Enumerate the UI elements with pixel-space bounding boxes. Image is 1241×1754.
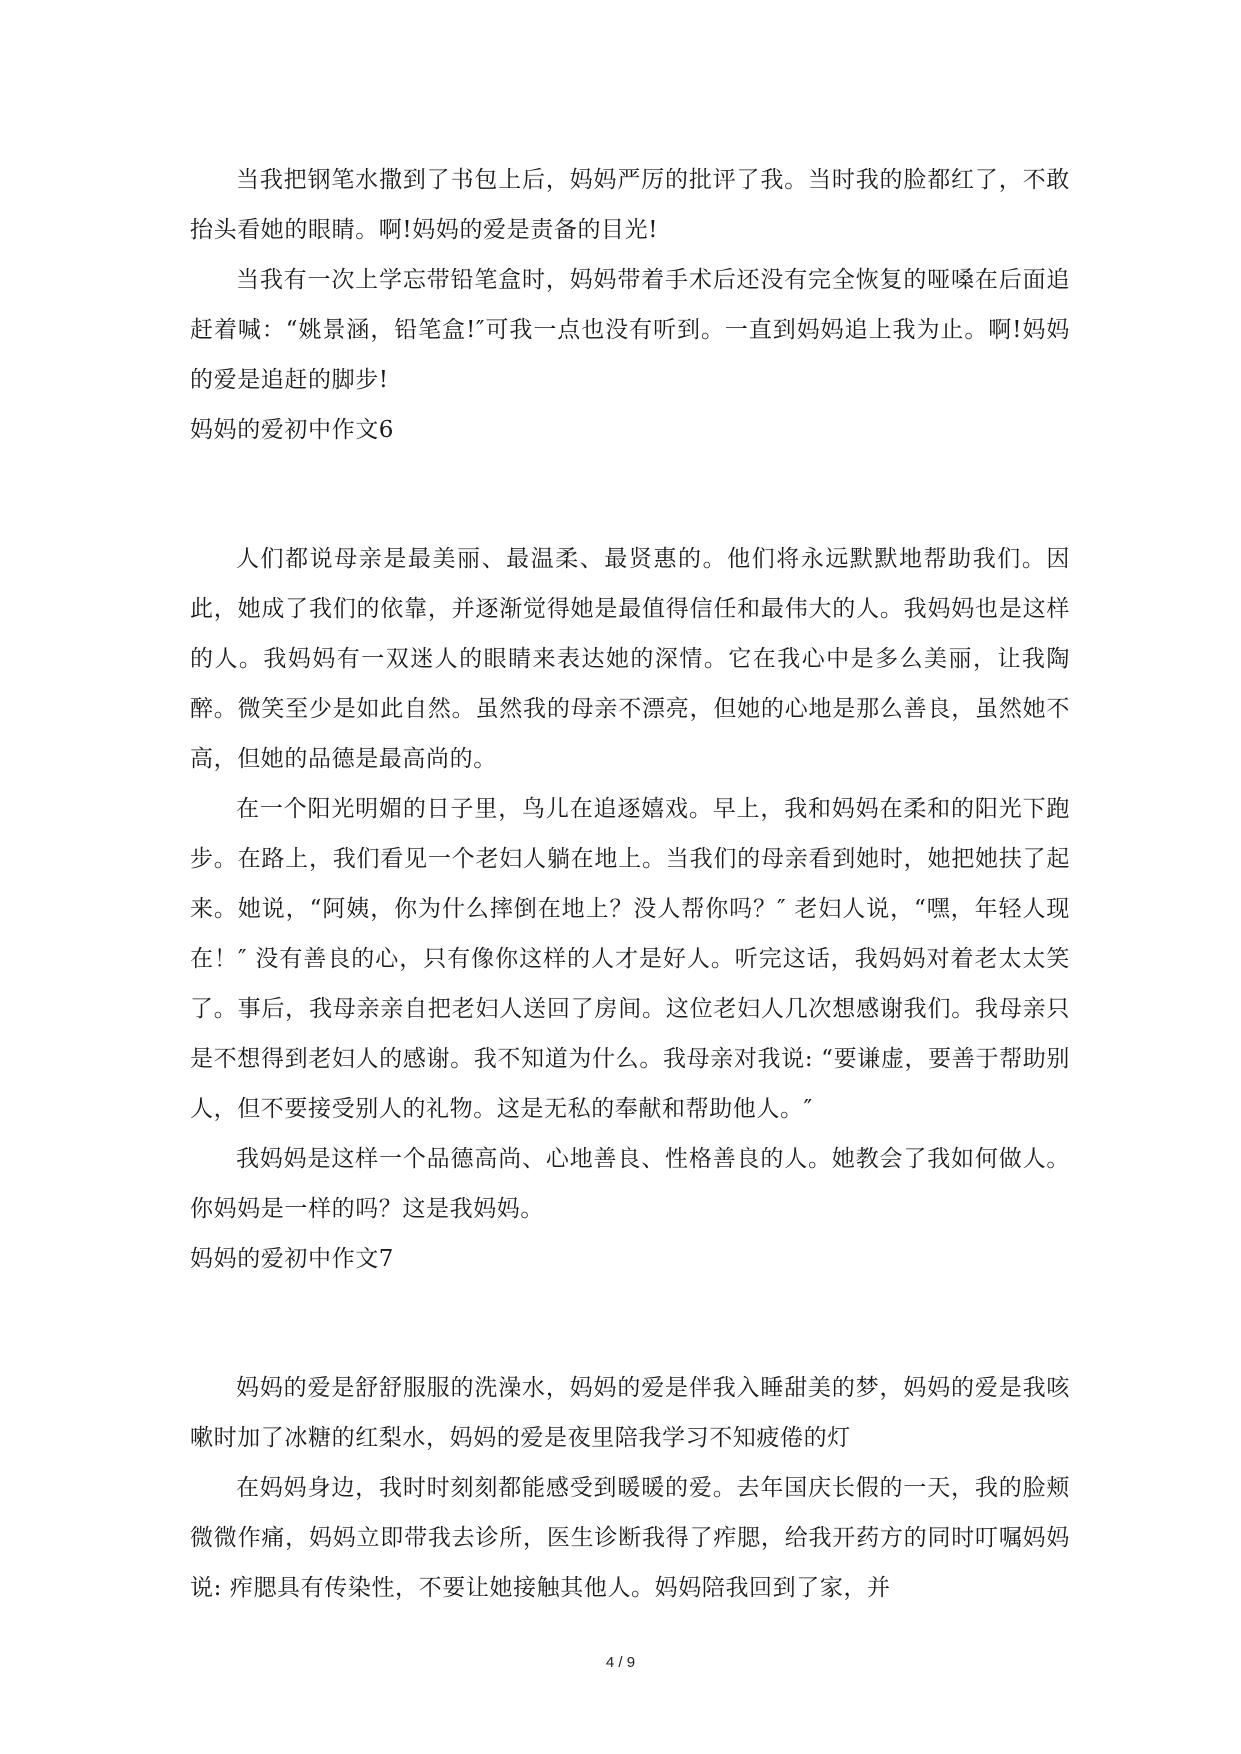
paragraph: 我妈妈是这样一个品德高尚、心地善良、性格善良的人。她教会了我如何做人。你妈妈是一样的吗？这是我妈妈。 <box>190 1146 1070 1222</box>
section-heading: 妈妈的爱初中作文7 <box>190 1246 395 1272</box>
paragraph: 人们都说母亲是最美丽、最温柔、最贤惠的。他们将永远默默地帮助我们。因此，她成了我们的依靠，并逐渐觉得她是最值得信任和最伟大的人。我妈妈也是这样的人。我妈妈有一双迷人的眼睛来表达她的深情。它在我心中是多么美丽，让我陶醉。微笑至少是如此自然。虽然我的母亲不漂亮，但她的心地是那么善良，虽然她不高，但她的品德是最高尚的。 <box>190 546 1070 772</box>
section-heading: 妈妈的爱初中作文6 <box>190 417 395 443</box>
blank-spacer <box>190 455 1070 534</box>
blank-spacer <box>190 1284 1070 1363</box>
paragraph: 在一个阳光明媚的日子里，鸟儿在追逐嬉戏。早上，我和妈妈在柔和的阳光下跑步。在路上，我们看见一个老妇人躺在地上。当我们的母亲看到她时，她把她扶了起来。她说，“阿姨，你为什么摔倒在地上？没人帮你吗？″ 老妇人说，“嘿，年轻人现在！″ 没有善良的心，只有像你这样的人才是好人。听完这话，我妈妈对着老太太笑了。事后，我母亲亲自把老妇人送回了房间。这位老妇人几次想感谢我们。我母亲只是不想得到老妇人的感谢。我不知道为什么。我母亲对我说: “要谦虚，要善于帮助别人，但不要接受别人的礼物。这是无私的奉献和帮助他人。″ <box>190 796 1070 1122</box>
paragraph: 在妈妈身边，我时时刻刻都能感受到暖暖的爱。去年国庆长假的一天，我的脸颊微微作痛，妈妈立即带我去诊所，医生诊断我得了痄腮，给我开药方的同时叮嘱妈妈说: 痄腮具有传染性，不要让她接触其他人。妈妈陪我回到了家，并 <box>190 1475 1070 1601</box>
paragraph: 妈妈的爱是舒舒服服的洗澡水，妈妈的爱是伴我入睡甜美的梦，妈妈的爱是我咳嗽时加了冰糖的红梨水，妈妈的爱是夜里陪我学习不知疲倦的灯 <box>190 1375 1070 1451</box>
page-number: 4 / 9 <box>605 1654 636 1671</box>
paragraph: 当我有一次上学忘带铅笔盒时，妈妈带着手术后还没有完全恢复的哑嗓在后面追赶着喊：“姚景涵，铅笔盒!″可我一点也没有听到。一直到妈妈追上我为止。啊!妈妈的爱是追赶的脚步! <box>190 267 1070 393</box>
paragraph: 当我把钢笔水撒到了书包上后，妈妈严厉的批评了我。当时我的脸都红了，不敢抬头看她的眼睛。啊!妈妈的爱是责备的目光! <box>190 167 1070 243</box>
document-body <box>190 155 1070 1613</box>
